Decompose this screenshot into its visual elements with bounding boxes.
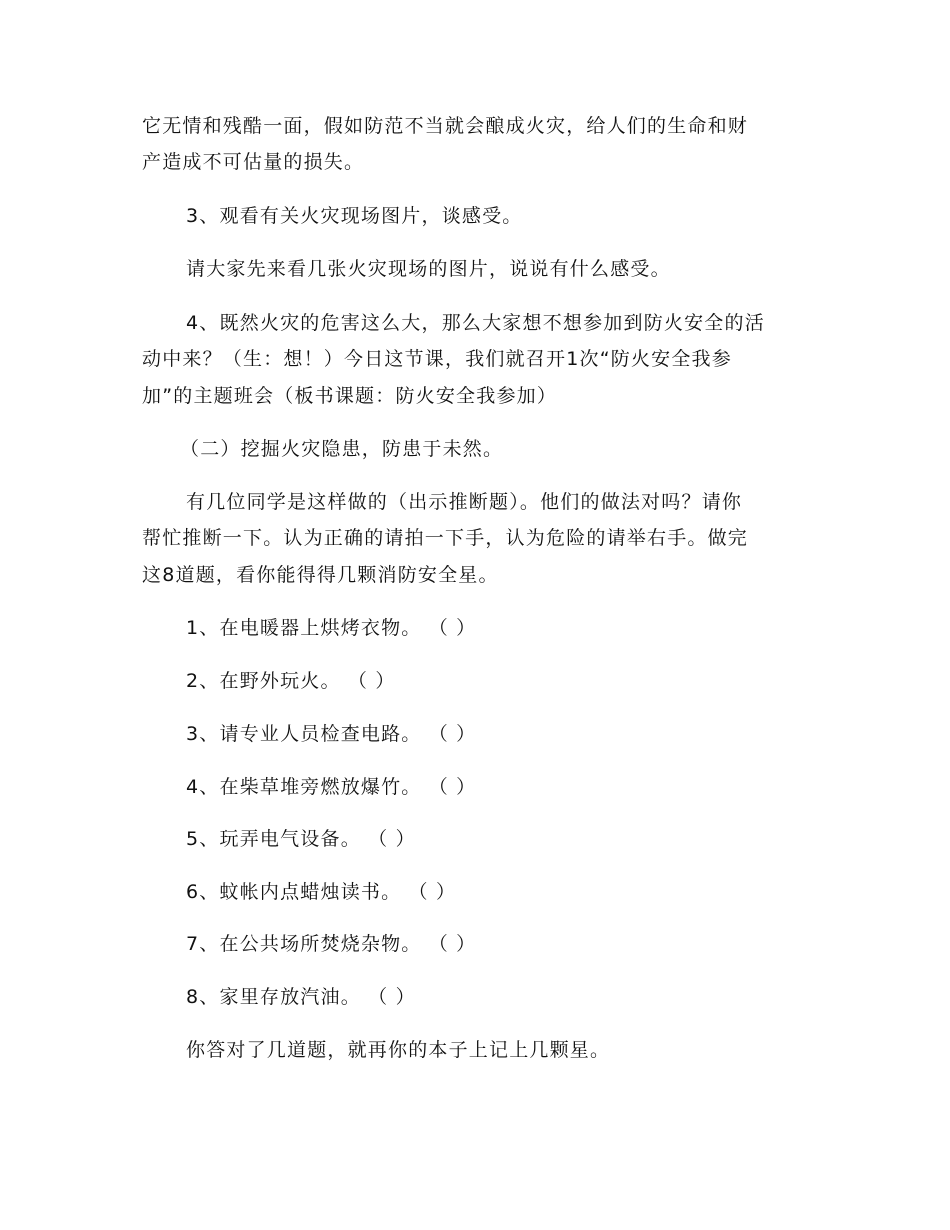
section-2-paragraph-line: 有几位同学是这样做的（出示推断题）。他们的做法对吗？请你 [186,491,743,513]
question-item: 5、玩弄电气设备。 （ ） [186,828,416,850]
step-4-line: 动中来？（生：想！）今日这节课，我们就召开1次“防火安全我参 [142,348,732,370]
question-item: 4、在柴草堆旁燃放爆竹。 （ ） [186,776,477,798]
question-item: 6、蚊帐内点蜡烛读书。 （ ） [186,881,457,903]
paragraph-line: 它无情和残酷一面，假如防范不当就会酿成火灾，给人们的生命和财 [142,115,749,137]
section-2-paragraph-line: 帮忙推断一下。认为正确的请拍一下手，认为危险的请举右手。做完 [142,527,749,549]
question-item: 1、在电暖器上烘烤衣物。 （ ） [186,617,477,639]
question-item: 3、请专业人员检查电路。 （ ） [186,723,477,745]
closing-line: 你答对了几道题，就再你的本子上记上几颗星。 [186,1039,611,1061]
paragraph-line: 产造成不可估量的损失。 [142,151,365,173]
step-4-line: 加”的主题班会（板书课题：防火安全我参加） [142,385,558,407]
step-4-line: 4、既然火灾的危害这么大，那么大家想不想参加到防火安全的活 [186,312,765,334]
section-2-paragraph-line: 这8道题，看你能得得几颗消防安全星。 [142,564,499,586]
step-3-heading: 3、观看有关火灾现场图片，谈感受。 [186,205,523,227]
section-2-heading: （二）挖掘火灾隐患，防患于未然。 [180,438,504,460]
question-item: 7、在公共场所焚烧杂物。 （ ） [186,933,477,955]
step-3-detail: 请大家先来看几张火灾现场的图片，说说有什么感受。 [186,258,671,280]
question-item: 8、家里存放汽油。 （ ） [186,986,416,1008]
question-item: 2、在野外玩火。 （ ） [186,670,396,692]
